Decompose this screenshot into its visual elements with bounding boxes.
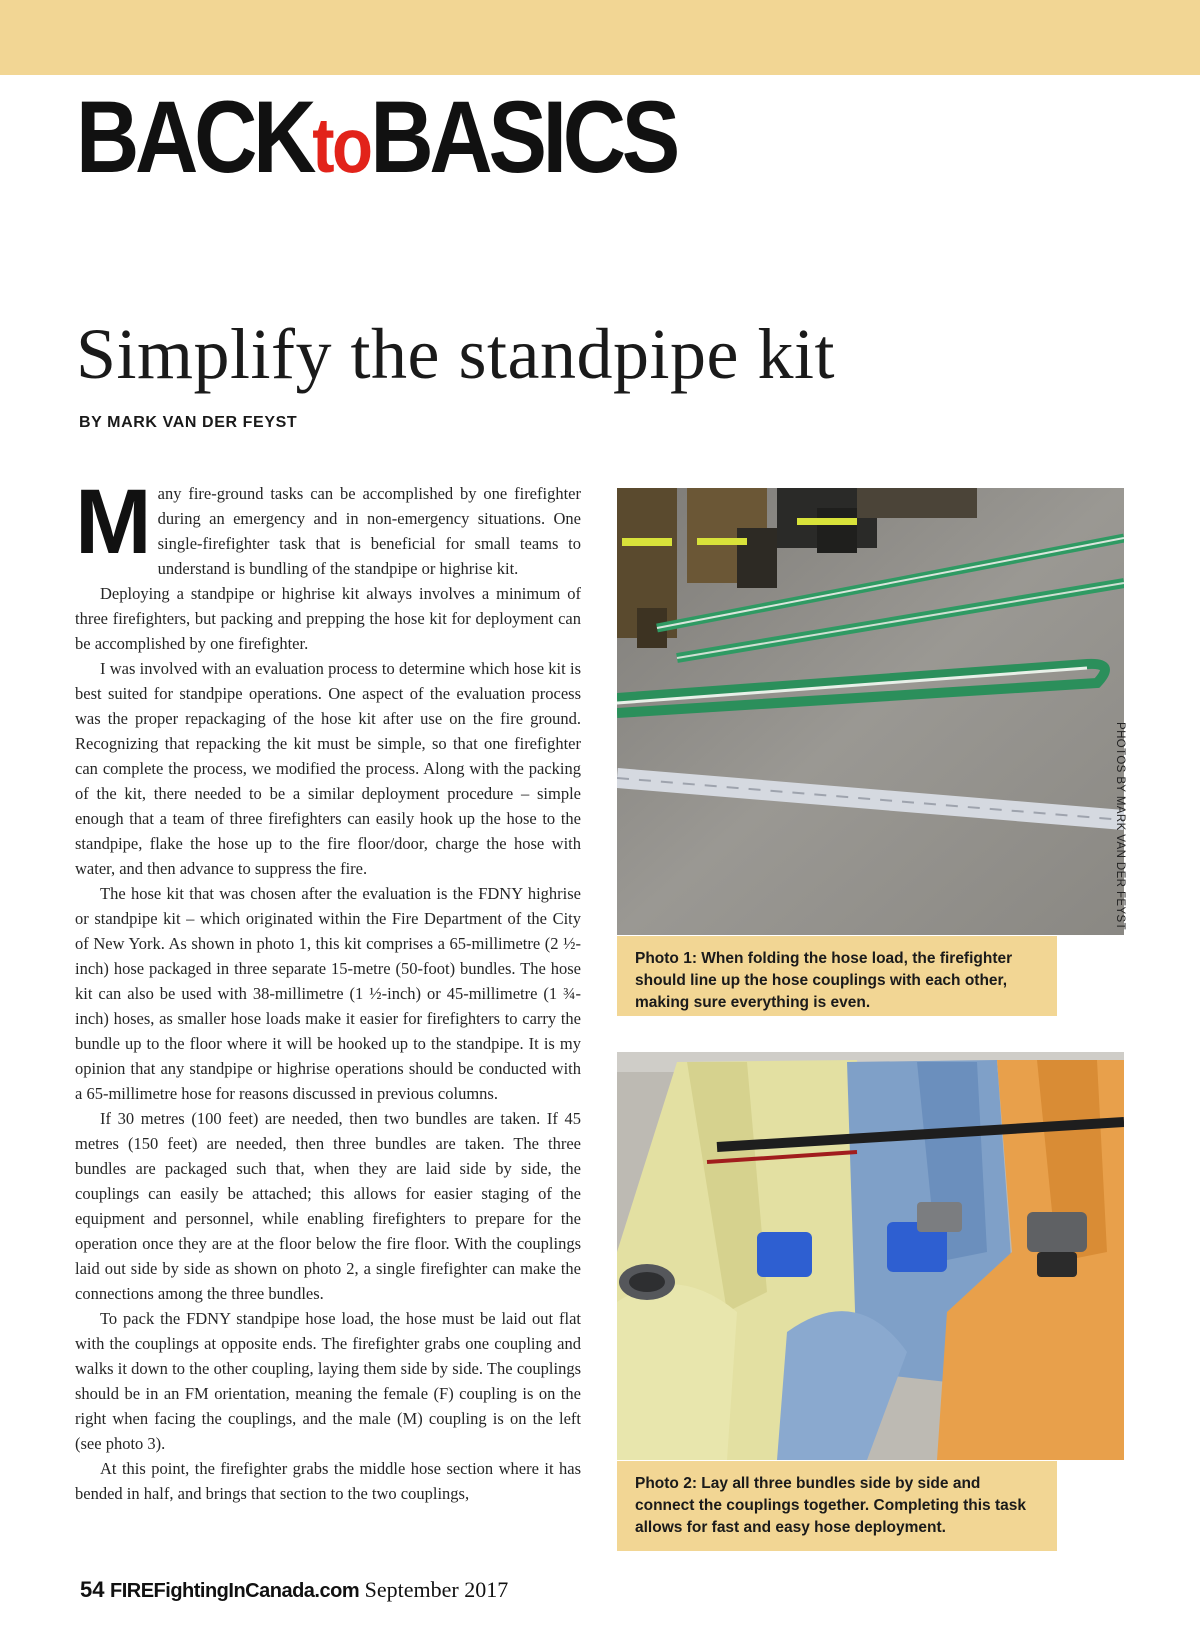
body-paragraph: If 30 metres (100 feet) are needed, then two bundles are taken. If 45 metres (150 feet) are needed, then three bundles are taken. The three bundles are packaged such that, when they are laid side by side, the couplings can easily be attached; this allows for easier staging of the equipment and personnel, while enabling firefighters to prepare for the operation once they are at the floor below the fire floor. With the couplings laid out side by side as shown on photo 2, a single firefighter can make the connections among the three bundles. xyxy=(75,1109,581,1303)
section-title xyxy=(76,80,676,194)
photo-1-caption: Photo 1: When folding the hose load, the firefighter should line up the hose couplings with each other, making sure everything is even. xyxy=(617,936,1057,1016)
footer-site: FIREFightingInCanada.com xyxy=(109,1580,360,1602)
photo-2-caption: Photo 2: Lay all three bundles side by side and connect the couplings together. Completing this task allows for fast and easy hose deployment. xyxy=(617,1461,1057,1551)
photo-1-illustration xyxy=(617,488,1124,935)
drop-cap: M xyxy=(75,471,152,573)
body-paragraph: To pack the FDNY standpipe hose load, the hose must be laid out flat with the couplings at opposite ends. The firefighter grabs one coupling and walks it down to the other coupling, laying them side by side. The couplings should be in an FM orientation, meaning the female (F) coupling is on the right when facing the couplings, and the male (M) coupling is on the left (see photo 3). xyxy=(75,1309,581,1453)
photo-credit: PHOTOS BY MARK VAN DER FEYST xyxy=(1114,722,1126,931)
article-byline: BY MARK VAN DER FEYST xyxy=(79,414,298,431)
article-body xyxy=(75,471,581,1506)
body-paragraph: The hose kit that was chosen after the evaluation is the FDNY highrise or standpipe kit – which originated within the Fire Department of the City of New York. As shown in photo 1, this kit comprises a 65-millimetre (2 ½-inch) hose packaged in three separate 15-metre (50-foot) bundles. The hose kit can also be used with 38-millimetre (1 ½-inch) or 45-millimetre (1 ¾-inch) hoses, as smaller hose loads make it easier for firefighters to carry the bundle up to the floor where it will be hooked up to the standpipe. It is my opinion that any standpipe or highrise operations should be conducted with a 65-millimetre hose for reasons discussed in previous columns. xyxy=(75,884,581,1103)
body-paragraph: Many fire-ground tasks can be accomplished by one firefighter during an emergency and in non-emergency situations. One single-firefighter task that is beneficial for small teams to understand is bundling of the standpipe or highrise kit. xyxy=(75,471,581,578)
page-number: 54 xyxy=(80,1577,105,1602)
body-paragraph: At this point, the firefighter grabs the middle hose section where it has bended in half, and brings that section to the two couplings, xyxy=(75,1459,581,1503)
photo-2-hose-bundles xyxy=(617,1052,1124,1460)
top-color-band xyxy=(0,0,1200,75)
section-title-to: to xyxy=(312,101,371,189)
photo-1-hose-lines xyxy=(617,488,1124,935)
body-paragraph: I was involved with an evaluation process to determine which hose kit is best suited for standpipe operations. One aspect of the evaluation process was the proper repackaging of the hose kit after use on the fire ground. Recognizing that repacking the kit must be simple, so that one firefighter can complete the process, we modified the process. Along with the packing of the kit, there needed to be a similar deployment procedure – simple enough that a team of three firefighters can easily hook up the hose to the standpipe, flake the hose up to the fire floor/door, charge the hose with water, and then advance to suppress the fire. xyxy=(75,659,581,878)
body-paragraph: Deploying a standpipe or highrise kit always involves a minimum of three firefighters, but packing and prepping the hose kit for deployment can be accomplished by one firefighter. xyxy=(75,584,581,653)
section-title-basics: BASICS xyxy=(370,80,676,194)
section-title-back: BACK xyxy=(76,80,313,194)
page-footer xyxy=(80,1577,508,1603)
photo-2-illustration xyxy=(617,1052,1124,1460)
article-headline: Simplify the standpipe kit xyxy=(76,314,835,394)
footer-date: September 2017 xyxy=(364,1577,509,1602)
